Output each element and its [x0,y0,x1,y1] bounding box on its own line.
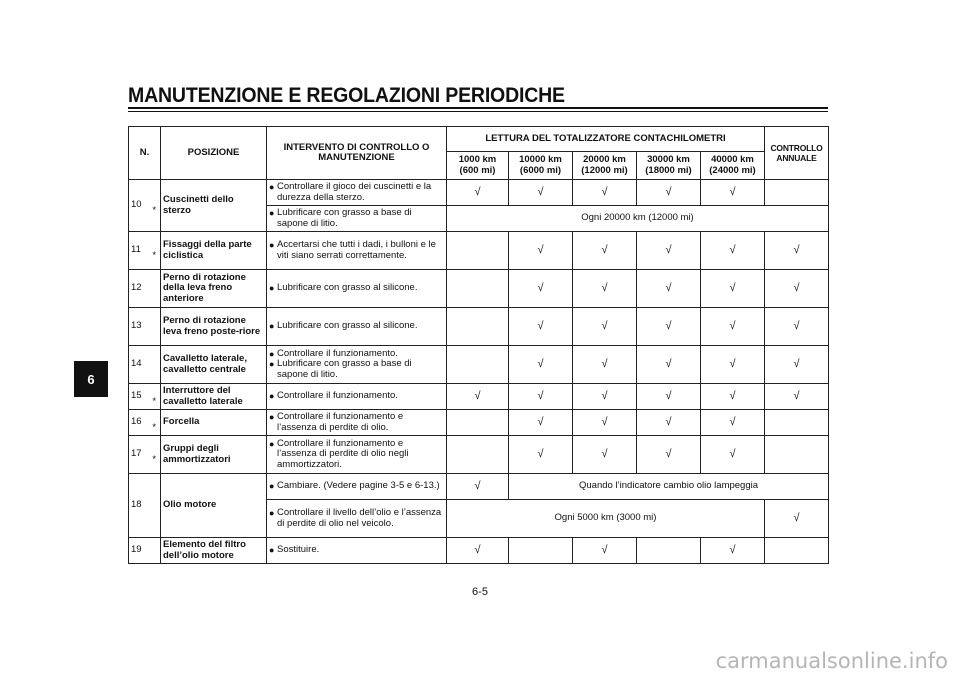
empty-cell [447,410,509,436]
header-km-40000: 40000 km (24000 mi) [701,152,765,180]
check-mark: √ [765,346,829,384]
check-mark: √ [637,436,701,474]
position-cell: Olio motore [161,474,267,538]
check-mark: √ [701,180,765,206]
table-row-12 [129,270,829,308]
check-mark: √ [509,308,573,346]
row-number: 13 [129,308,149,346]
check-mark: √ [701,384,765,410]
intervention-cell: ● Sostituire. [267,538,447,564]
header-position: POSIZIONE [161,127,267,180]
bullet-icon: ● [269,240,275,250]
check-mark: √ [637,346,701,384]
interval-note: Ogni 5000 km (3000 mi) [447,500,765,538]
row-number: 19 [129,538,149,564]
bullet-icon: ● [269,182,275,192]
check-mark: √ [637,232,701,270]
bullet-icon: ● [269,359,275,370]
intervention-cell: ● Lubrificare con grasso al silicone. [267,308,447,346]
empty-cell [765,436,829,474]
row-number: 11 [129,232,149,270]
empty-cell [447,346,509,384]
position-cell: Elemento del filtro dell’olio motore [161,538,267,564]
position-cell: Gruppi degli ammortizzatori [161,436,267,474]
asterisk-mark [149,346,161,384]
check-mark: √ [637,384,701,410]
header-num: N. [129,127,161,180]
check-mark: √ [637,270,701,308]
table-row-11 [129,232,829,270]
interval-note: Quando l’indicatore cambio olio lampeggia [509,474,829,500]
check-mark: √ [765,232,829,270]
intervention-cell: ● Cambiare. (Vedere pagine 3-5 e 6-13.) [267,474,447,500]
position-cell: Fissaggi della parte ciclistica [161,232,267,270]
check-mark: √ [573,180,637,206]
empty-cell [765,538,829,564]
empty-cell [765,180,829,206]
empty-cell [447,436,509,474]
table-row-14 [129,346,829,384]
title-rule-thin [128,111,828,112]
check-mark: √ [701,232,765,270]
check-mark: √ [573,410,637,436]
table-row-18 [129,474,829,500]
row-number: 10 [129,180,149,232]
bullet-icon: ● [269,481,275,492]
table-row-13 [129,308,829,346]
bullet-icon: ● [269,321,275,332]
check-mark: √ [447,180,509,206]
header-km-30000: 30000 km (18000 mi) [637,152,701,180]
position-cell: Forcella [161,410,267,436]
check-mark: √ [637,308,701,346]
asterisk-mark: * [149,384,161,410]
header-intervention: INTERVENTO DI CONTROLLO O MANUTENZIONE [267,127,447,180]
bullet-icon: ● [269,508,275,518]
header-odometer: LETTURA DEL TOTALIZZATORE CONTACHILOMETRI [447,127,765,152]
table-row-16 [129,410,829,436]
intervention-cell: ● Controllare il funzionamento e l’assenza di perdite di olio negli ammortizzatori. [267,436,447,474]
maintenance-table [128,126,829,564]
bullet-icon: ● [269,208,275,218]
asterisk-mark: * [149,232,161,270]
check-mark: √ [765,500,829,538]
row-number: 16 [129,410,149,436]
check-mark: √ [573,436,637,474]
check-mark: √ [573,270,637,308]
check-mark: √ [701,436,765,474]
check-mark: √ [701,270,765,308]
asterisk-mark: * [149,180,161,232]
position-cell: Cuscinetti dello sterzo [161,180,267,232]
title-rule-thick [128,107,828,109]
check-mark: √ [637,410,701,436]
empty-cell [447,232,509,270]
check-mark: √ [573,384,637,410]
asterisk-mark [149,538,161,564]
check-mark: √ [573,346,637,384]
check-mark: √ [509,346,573,384]
bullet-icon: ● [269,438,275,449]
table-row-17 [129,436,829,474]
row-number: 14 [129,346,149,384]
check-mark: √ [447,384,509,410]
header-row-1 [129,127,829,152]
bullet-icon: ● [269,283,275,294]
page-number: 6-5 [472,586,488,598]
check-mark: √ [509,410,573,436]
check-mark: √ [509,384,573,410]
position-cell: Perno di rotazione leva freno poste-riore [161,308,267,346]
intervention-cell: ● Controllare il funzionamento e l’assenza di perdite di olio. [267,410,447,436]
check-mark: √ [701,346,765,384]
header-annual: CONTROLLO ANNUALE [765,127,829,180]
header-km-1000: 1000 km (600 mi) [447,152,509,180]
position-cell: Cavalletto laterale, cavalletto centrale [161,346,267,384]
asterisk-mark: * [149,410,161,436]
bullet-icon: ● [269,348,275,359]
intervention-cell: ● Accertarsi che tutti i dadi, i bulloni e le viti siano serrati correttamente. [267,232,447,270]
intervention-cell: ● Lubrificare con grasso a base di sapone di litio. [267,206,447,232]
empty-cell [637,538,701,564]
empty-cell [765,410,829,436]
watermark: carmanualsonline.info [715,649,948,673]
check-mark: √ [765,384,829,410]
check-mark: √ [701,410,765,436]
interval-note: Ogni 20000 km (12000 mi) [447,206,829,232]
asterisk-mark [149,308,161,346]
check-mark: √ [509,270,573,308]
asterisk-mark [149,270,161,308]
check-mark: √ [509,436,573,474]
check-mark: √ [509,180,573,206]
check-mark: √ [447,538,509,564]
intervention-cell: ● Controllare il livello dell’olio e l’assenza di perdite di olio nel veicolo. [267,500,447,538]
asterisk-mark: * [149,436,161,474]
table-row-15 [129,384,829,410]
intervention-cell: ● Controllare il funzionamento. [267,384,447,410]
intervention-cell: ● Controllare il funzionamento. ● Lubrificare con grasso a base di sapone di litio. [267,346,447,384]
row-number: 18 [129,474,149,538]
page-title: MANUTENZIONE E REGOLAZIONI PERIODICHE [128,84,565,107]
check-mark: √ [765,308,829,346]
check-mark: √ [573,232,637,270]
check-mark: √ [765,270,829,308]
check-mark: √ [573,308,637,346]
header-km-20000: 20000 km (12000 mi) [573,152,637,180]
check-mark: √ [701,308,765,346]
bullet-icon: ● [269,545,275,556]
position-cell: Perno di rotazione della leva freno anteriore [161,270,267,308]
check-mark: √ [701,538,765,564]
chapter-tab: 6 [74,361,108,397]
row-number: 12 [129,270,149,308]
bullet-icon: ● [269,412,275,422]
check-mark: √ [509,232,573,270]
empty-cell [447,270,509,308]
table-row-19 [129,538,829,564]
table-row-10 [129,180,829,206]
header-km-10000: 10000 km (6000 mi) [509,152,573,180]
intervention-cell: ● Lubrificare con grasso al silicone. [267,270,447,308]
asterisk-mark [149,474,161,538]
check-mark: √ [573,538,637,564]
intervention-cell: ● Controllare il gioco dei cuscinetti e la durezza della sterzo. [267,180,447,206]
check-mark: √ [447,474,509,500]
empty-cell [509,538,573,564]
check-mark: √ [637,180,701,206]
position-cell: Interruttore del cavalletto laterale [161,384,267,410]
row-number: 15 [129,384,149,410]
row-number: 17 [129,436,149,474]
empty-cell [447,308,509,346]
bullet-icon: ● [269,391,275,402]
